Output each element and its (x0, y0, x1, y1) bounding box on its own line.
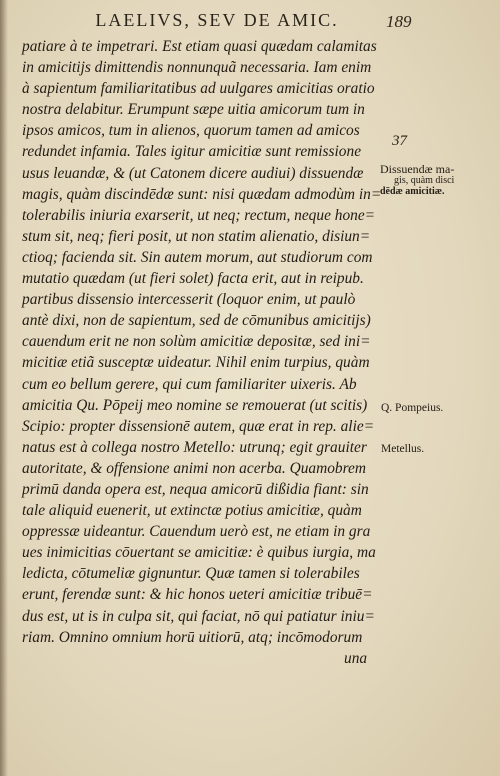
body-text (22, 36, 382, 669)
text-line: nostra delabitur. Erumpunt sæpe uitia amicorum tum in (22, 101, 365, 119)
running-title: LAELIVS, SEV DE AMIC. (95, 10, 339, 30)
text-line: natus est à collega nostro Metello: utrunq; egit grauiter (22, 438, 367, 456)
text-line: cum eo bellum gerere, qui cum familiariter uixeris. Ab (22, 375, 357, 393)
text-line: erunt, ferendæ sunt: & hic honos ueteri amicitiæ tribuē= (22, 586, 373, 604)
margin-note-metellus: Metellus. (381, 443, 425, 455)
text-line: micitiæ etiã susceptæ uideatur. Nihil enim turpius, quàm (22, 354, 370, 372)
text-line: à sapientum familiaritatibus ad uulgares amicitias oratio (22, 80, 375, 98)
margin-note-line: dēdæ amicitiæ. (380, 186, 445, 197)
margin-note-line: gis, quàm disci (394, 175, 455, 186)
margin-note-pompeius: Q. Pompeius. (381, 402, 444, 414)
page-gutter-shadow (0, 0, 8, 776)
text-line: usus leuandæ, & (ut Catonem dicere audiui) dissuendæ (22, 164, 364, 182)
text-line: in amicitijs dimittendis nonnunquã necessaria. Iam enim (22, 59, 372, 77)
text-line: dus est, ut is in culpa sit, qui faciat, nō qui patiatur iniu= (22, 607, 375, 625)
margin-note-line: Dissuendæ ma- (380, 162, 455, 176)
text-line: riam. Omnino omnium horū uitiorū, atq; incōmodorum (22, 628, 363, 646)
text-line: magis, quàm discindēdæ sunt: nisi quædam admodùm in= (22, 185, 382, 203)
text-line: ues inimicitias cōuertant se amicitiæ: è quibus iurgia, ma (22, 544, 376, 562)
text-line: tolerabilis iniuria exarserit, ut neq; rectum, neque hone= (22, 206, 376, 224)
text-line: mutatio quædam (ut fieri solet) facta erit, aut in reipub. (22, 270, 364, 288)
text-line: ipsos amicos, tum in alienos, quorum tamen ad amicos (22, 122, 360, 140)
text-line: ctioq; facienda sit. Sin autem morum, aut studiorum com (22, 248, 373, 266)
margin-number: 37 (392, 133, 407, 149)
text-line: redundet infamia. Tales igitur amicitiæ sunt remissione (22, 143, 362, 161)
text-line: tale aliquid euenerit, ut extinctæ potius amicitiæ, quàm (22, 502, 362, 520)
text-line: autoritate, & offensione animi non acerba. Quamobrem (22, 459, 366, 477)
text-line: Scipio: propter dissensionē autem, quæ erat in rep. alie= (22, 417, 375, 435)
text-line: oppressæ uideantur. Cauendum uerò est, ne etiam in gra (22, 523, 371, 541)
catchword: una (344, 649, 368, 667)
text-line: stum sit, neq; fieri posit, ut non statim alienatio, disiun= (22, 227, 371, 245)
text-line: primū danda opera est, nequa amicorū dißidia fiant: sin (22, 480, 369, 498)
text-line: patiare à te impetrari. Est etiam quasi quædam calamitas (22, 38, 377, 55)
text-line: cauendum erit ne non solùm amicitiæ depositæ, sed ini= (22, 333, 371, 351)
text-line: ledicta, cōtumeliæ gignuntur. Quæ tamen si tolerabiles (22, 565, 360, 583)
text-line: partibus dissensio intercesserit (loquor enim, ut paulò (22, 291, 356, 309)
text-line: antè dixi, non de sapientum, sed de cōmunibus amicitijs) (22, 312, 371, 330)
text-line: amicitia Qu. Pōpeij meo nomine se remouerat (ut scitis) (22, 396, 368, 414)
page-number: 189 (386, 12, 412, 31)
margin-note-dissuendae (380, 164, 454, 197)
